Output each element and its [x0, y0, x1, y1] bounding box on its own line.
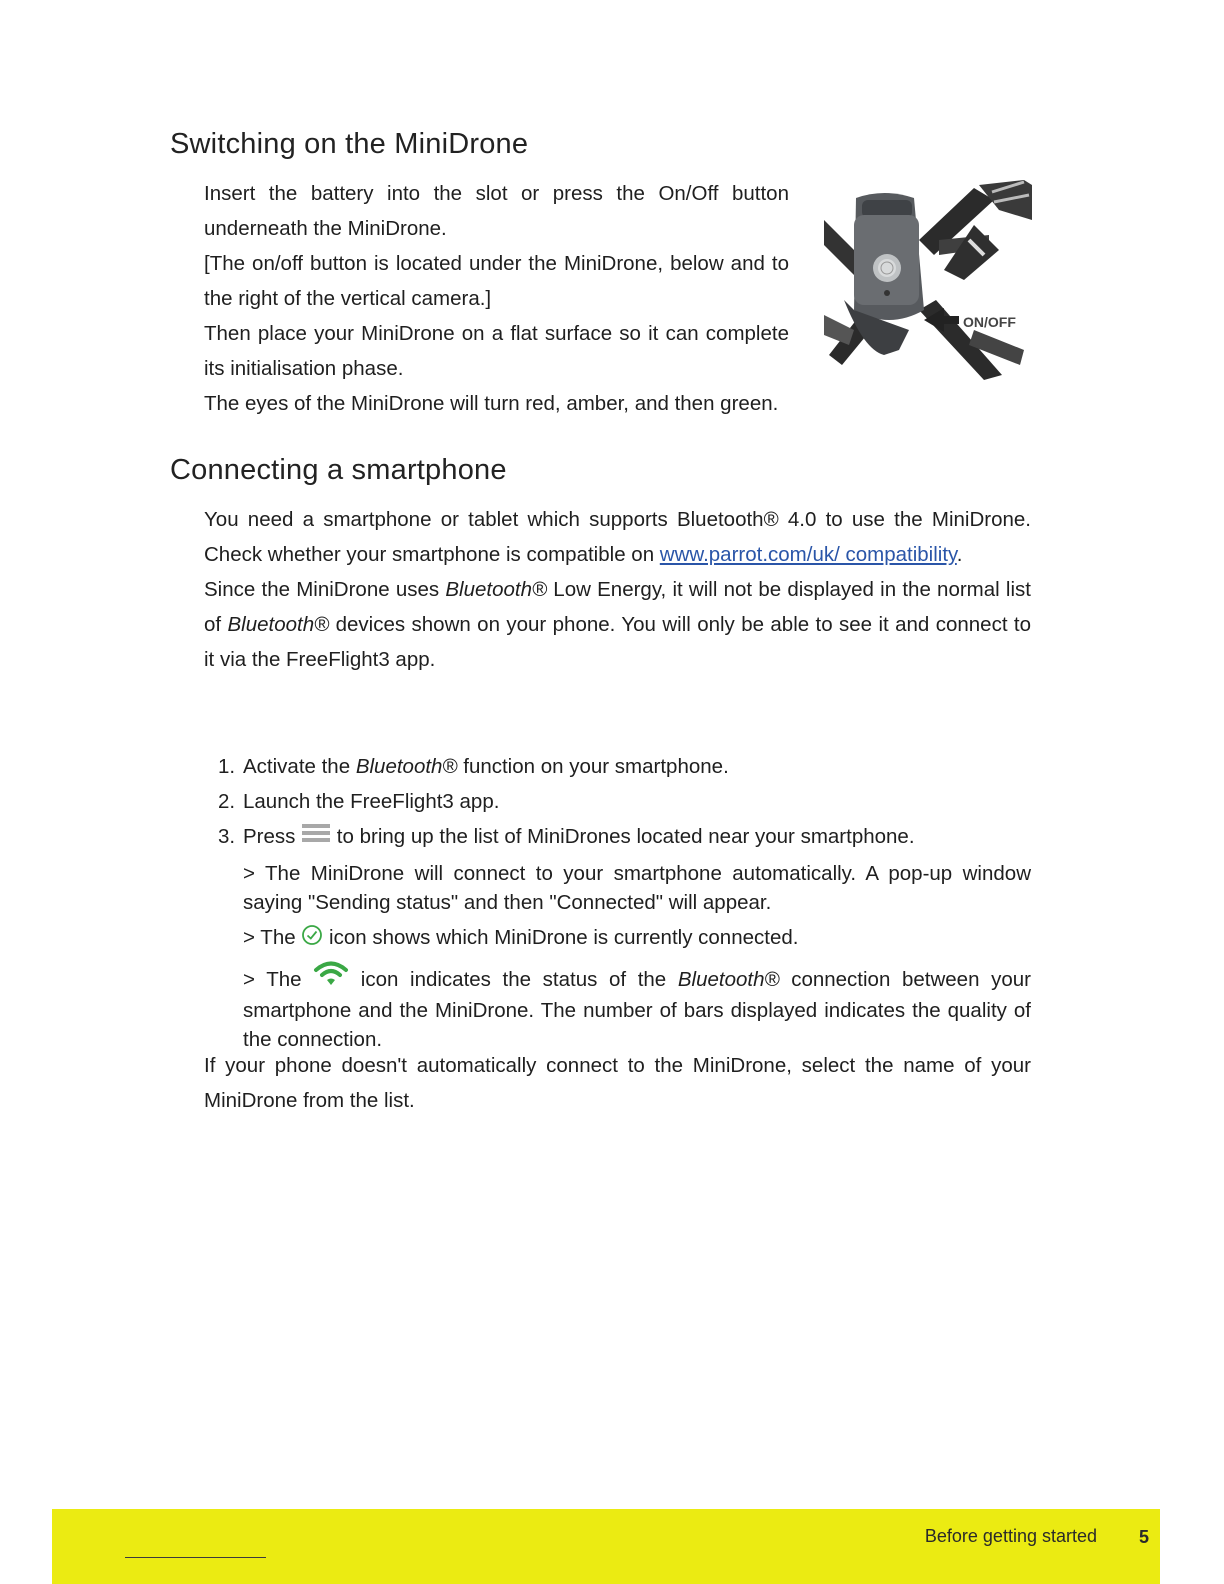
paragraph	[204, 502, 1031, 572]
text: icon indicates the status of the	[349, 967, 678, 991]
text: > The	[243, 926, 302, 950]
paragraph: Then place your MiniDrone on a flat surface so it can complete its initialisation phase.	[204, 322, 789, 380]
text: .	[956, 543, 963, 566]
connecting-intro	[204, 502, 1031, 677]
text: connection between your smartphone and the MiniDrone. The number of bars displayed indicates the quality of the connection.	[243, 967, 1031, 1051]
bluetooth-term: Bluetooth®	[445, 578, 548, 601]
paragraph	[204, 572, 1031, 677]
sub-note-signal-icon	[218, 960, 1031, 1054]
drone-illustration	[824, 180, 1032, 387]
minidrone-underside-figure	[824, 180, 1032, 387]
text: to bring up the list of MiniDrones located near your smartphone.	[331, 825, 915, 848]
list-item	[218, 784, 1031, 819]
wifi-signal-icon	[313, 960, 349, 996]
text: devices shown on your phone. You will only be able to see it and connect to it via the FreeFlight3 app.	[204, 613, 1032, 671]
steps-list	[218, 749, 1031, 1060]
bluetooth-term: Bluetooth®	[355, 755, 458, 778]
footnote-rule	[125, 1557, 266, 1558]
list-item	[218, 749, 1031, 784]
text: Since the MiniDrone uses	[204, 578, 446, 601]
text: Activate the	[243, 755, 356, 778]
sub-note-connected-icon	[218, 923, 1031, 954]
paragraph: [The on/off button is located under the MiniDrone, below and to the right of the vertical camera.]	[204, 252, 789, 310]
paragraph: If your phone doesn't automatically connect to the MiniDrone, select the name of your MiniDrone from the list.	[204, 1054, 1031, 1112]
text: Low Energy, it will not be displayed in the normal list of	[204, 578, 1031, 636]
list-item	[218, 819, 1031, 855]
text: > The	[243, 967, 314, 991]
on-off-label: ON/OFF	[963, 314, 1016, 330]
compatibility-link[interactable]: www.parrot.com/uk/ compatibility	[659, 543, 957, 566]
paragraph: The eyes of the MiniDrone will turn red, amber, and then green.	[204, 392, 779, 415]
menu-icon	[301, 820, 331, 855]
footer-band	[52, 1509, 1160, 1584]
step-number: 1.	[218, 755, 236, 778]
heading-switching-on: Switching on the MiniDrone	[170, 128, 529, 160]
text: function on your smartphone.	[457, 755, 729, 778]
sub-note-connect: > The MiniDrone will connect to your smartphone automatically. A pop-up window saying "Sending status" and then "Connected" will appear.	[243, 862, 1031, 915]
step-number: 2.	[218, 790, 236, 813]
paragraph: Insert the battery into the slot or press the On/Off button underneath the MiniDrone.	[204, 182, 789, 240]
footer-section-title: Before getting started	[924, 1526, 1097, 1546]
text: Press	[243, 825, 302, 848]
closing-paragraph	[204, 1048, 1031, 1118]
step-number: 3.	[218, 825, 236, 848]
bluetooth-term: Bluetooth®	[677, 967, 780, 991]
bluetooth-term: Bluetooth®	[227, 613, 330, 636]
check-circle-icon	[301, 924, 323, 954]
heading-connecting-smartphone: Connecting a smartphone	[170, 454, 507, 486]
text: icon shows which MiniDrone is currently connected.	[323, 926, 799, 950]
switching-on-text	[204, 176, 789, 421]
text: You need a smartphone or tablet which supports Bluetooth® 4.0 to use the MiniDrone. Check whether your smartphone is compatible on	[204, 508, 1031, 566]
text: Launch the FreeFlight3 app.	[243, 790, 500, 813]
page-number: 5	[1138, 1527, 1149, 1547]
